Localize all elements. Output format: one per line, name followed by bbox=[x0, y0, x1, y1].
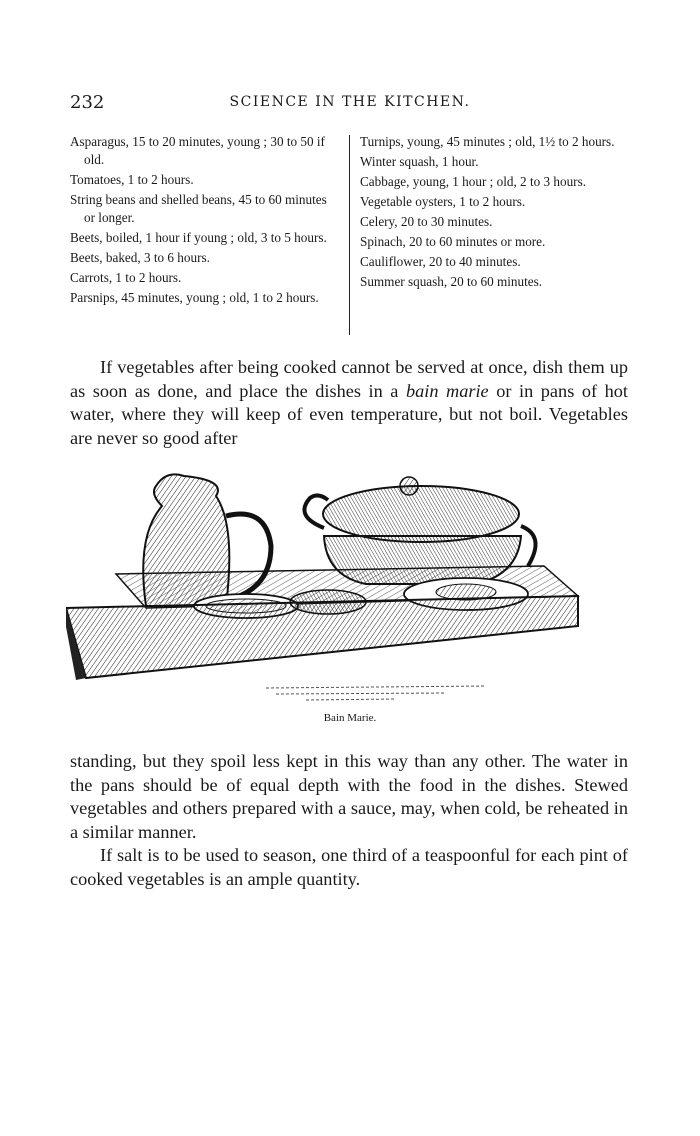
cooking-time-entry: Tomatoes, 1 to 2 hours. bbox=[70, 172, 194, 187]
cooking-time-entry: String beans and shelled beans, 45 to 60 minutes or longer. bbox=[70, 192, 327, 225]
page-number: 232 bbox=[70, 92, 105, 113]
paragraph-segment: If vegetables after being cooked cannot be served at once, dish them up as soon as done, and place the dishes in a bbox=[70, 357, 628, 401]
cooking-times-table bbox=[70, 133, 630, 343]
column-divider bbox=[349, 135, 350, 335]
cooking-times-right-column bbox=[360, 133, 630, 293]
cooking-time-entry: Winter squash, 1 hour. bbox=[360, 154, 479, 169]
cooking-time-entry: Celery, 20 to 30 minutes. bbox=[360, 214, 493, 229]
cooking-time-entry: Summer squash, 20 to 60 minutes. bbox=[360, 274, 543, 289]
cooking-times-left-column bbox=[70, 133, 338, 309]
figure-caption: Bain Marie. bbox=[323, 712, 377, 724]
paragraph-segment: or in pans of hot water, where they will keep of even temperature, but not boil. Vegetables are never so good after bbox=[70, 380, 628, 448]
bain-marie-illustration bbox=[66, 466, 586, 706]
cooking-time-entry: Cabbage, young, 1 hour ; old, 2 to 3 hours. bbox=[360, 174, 586, 189]
cooking-time-entry: Beets, baked, 3 to 6 hours. bbox=[70, 250, 210, 265]
cooking-time-entry: Parsnips, 45 minutes, young ; old, 1 to 2 hours. bbox=[70, 290, 319, 305]
paragraph-bain-marie bbox=[70, 356, 628, 450]
paragraph-text: standing, but they spoil less kept in this way than any other. The water in the pans should be of equal depth with the food in the dishes. Stewed vegetables and others prepared with a sauce, may, when cold, be reheated in a similar manner. bbox=[70, 751, 628, 842]
cooking-time-entry: Beets, boiled, 1 hour if young ; old, 3 to 5 hours. bbox=[70, 230, 327, 245]
paragraph-standing bbox=[70, 750, 628, 891]
paragraph-text: If salt is to be used to season, one third of a teaspoonful for each pint of cooked vegetables is an ample quantity. bbox=[70, 845, 628, 889]
cooking-time-entry: Vegetable oysters, 1 to 2 hours. bbox=[360, 194, 526, 209]
cooking-time-entry: Asparagus, 15 to 20 minutes, young ; 30 to 50 if old. bbox=[70, 134, 325, 167]
cooking-time-entry: Cauliflower, 20 to 40 minutes. bbox=[360, 254, 521, 269]
cooking-time-entry: Spinach, 20 to 60 minutes or more. bbox=[360, 234, 546, 249]
cooking-time-entry: Turnips, young, 45 minutes ; old, 1½ to 2 hours. bbox=[360, 134, 615, 149]
running-title: SCIENCE IN THE KITCHEN. bbox=[229, 94, 471, 110]
cooking-time-entry: Carrots, 1 to 2 hours. bbox=[70, 270, 182, 285]
paragraph-text bbox=[70, 356, 628, 450]
italic-term-bain-marie: bain marie bbox=[405, 380, 489, 401]
page-header bbox=[70, 92, 630, 116]
